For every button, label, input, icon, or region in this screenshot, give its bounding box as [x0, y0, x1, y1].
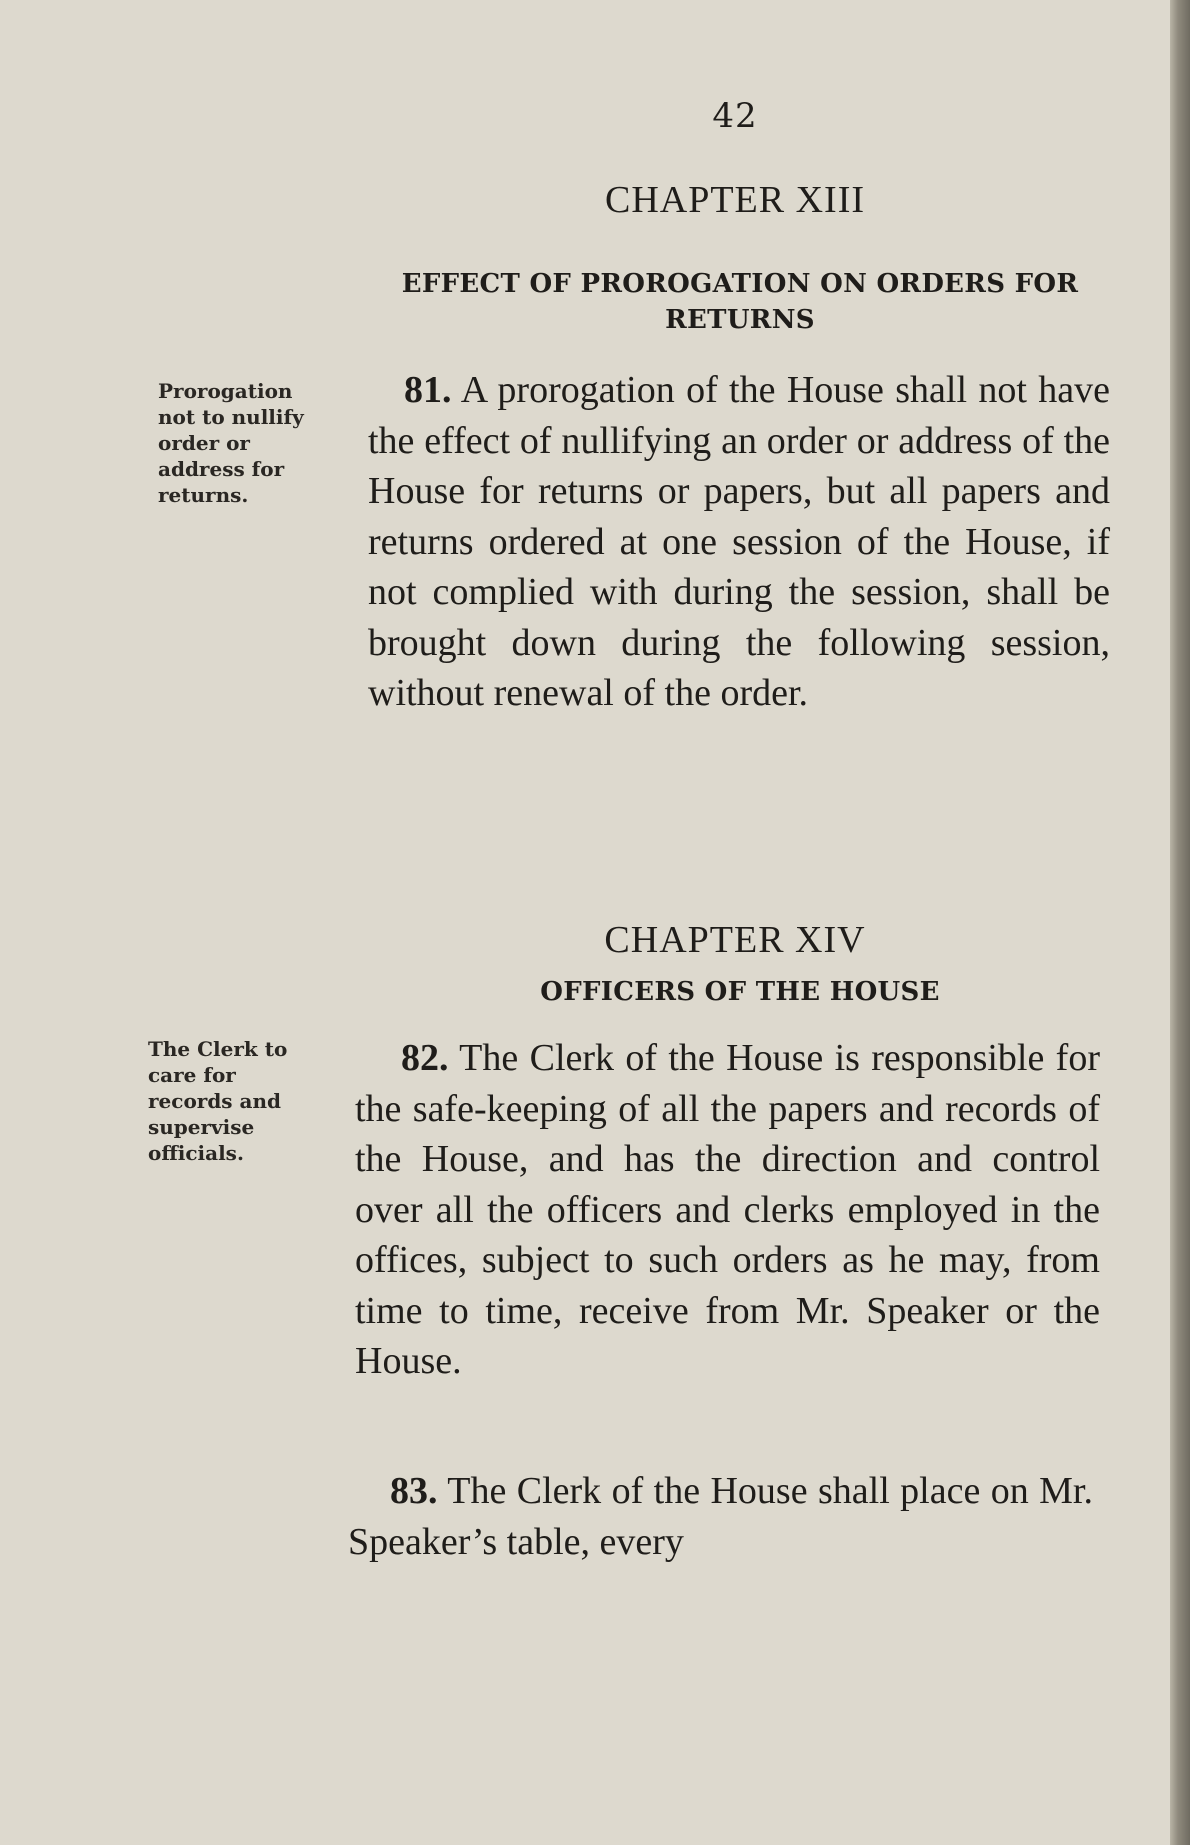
rule-83-text: The Clerk of the House shall place on Mr. Speaker’s table, every — [348, 1470, 1093, 1563]
rule-83-number: 83. — [390, 1470, 438, 1512]
sidenote-rule-82: The Clerk to care for records and supervise officials. — [148, 1037, 288, 1165]
chapter-xiii-heading: EFFECT OF PROROGATION ON ORDERS FOR RETURNS — [401, 269, 1079, 335]
rule-81-number: 81. — [404, 369, 452, 411]
chapter-xiv-heading: OFFICERS OF THE HOUSE — [540, 977, 940, 1007]
chapter-xiv-title: CHAPTER XIV — [604, 919, 866, 961]
rule-81-text: A prorogation of the House shall not have the effect of nullifying an order or address of the House for returns or papers, but all papers and returns ordered at one session of the House, if not complied with during the session, shall be brought down during the following session, without renewal of the order. — [368, 369, 1110, 714]
rule-82-paragraph — [355, 1033, 1100, 1387]
rule-82-number: 82. — [401, 1037, 449, 1079]
rule-82-text: The Clerk of the House is responsible for the safe-keeping of all the papers and records of the House, and has the direction and control over all the officers and clerks employed in the offices, subject to such orders as he may, from time to time, receive from Mr. Speaker or the House. — [355, 1037, 1100, 1382]
sidenote-rule-81: Prorogation not to nullify order or address for returns. — [158, 379, 304, 507]
page-edge-shadow — [1170, 0, 1190, 1845]
chapter-xiii-title: CHAPTER XIII — [604, 179, 866, 221]
rule-83-paragraph — [348, 1466, 1093, 1567]
rule-81-paragraph — [368, 365, 1110, 719]
page-number: 42 — [712, 96, 758, 136]
